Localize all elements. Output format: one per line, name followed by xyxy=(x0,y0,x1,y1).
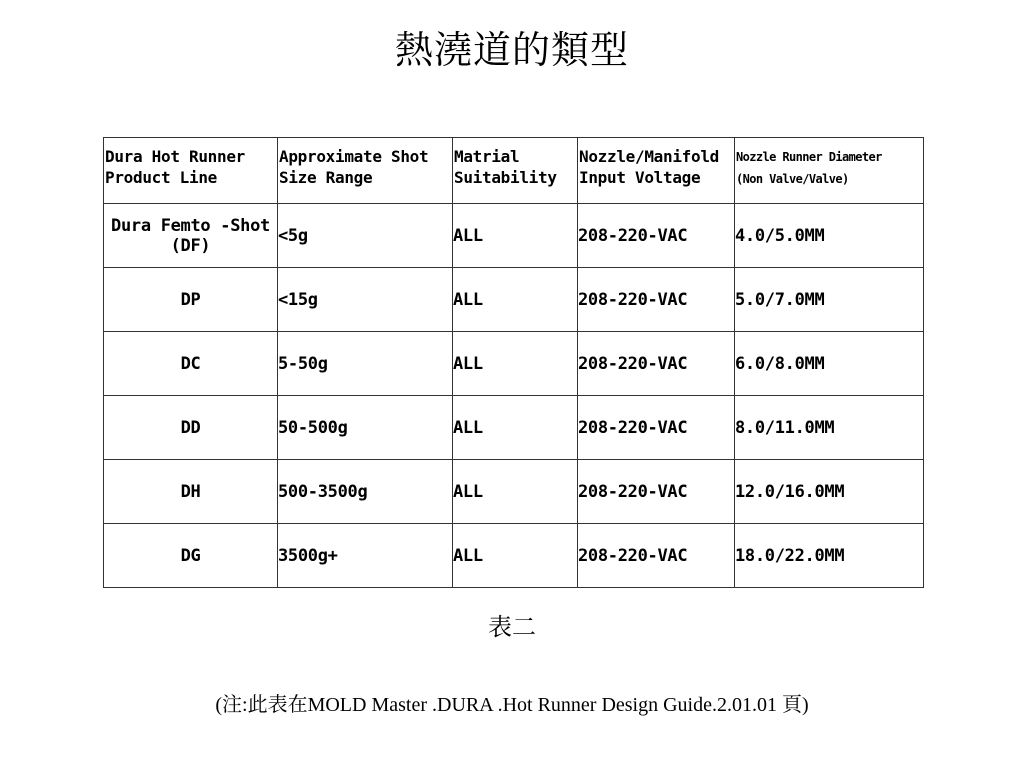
voltage-cell: 208-220-VAC xyxy=(578,396,735,460)
shot-size-cell: 3500g+ xyxy=(278,524,453,588)
diameter-cell: 8.0/11.0MM xyxy=(735,396,924,460)
product-line-cell: DP xyxy=(104,268,278,332)
table-caption: 表二 xyxy=(488,613,536,641)
header-label: Nozzle/Manifold Input Voltage xyxy=(579,147,719,187)
header-material xyxy=(453,138,578,204)
diameter-cell: 5.0/7.0MM xyxy=(735,268,924,332)
shot-size-cell: 50-500g xyxy=(278,396,453,460)
header-voltage xyxy=(578,138,735,204)
voltage-cell: 208-220-VAC xyxy=(578,268,735,332)
shot-size-cell: 500-3500g xyxy=(278,460,453,524)
header-label: Approximate Shot Size Range xyxy=(279,147,429,187)
product-line-cell xyxy=(104,204,278,268)
material-cell: ALL xyxy=(453,332,578,396)
slide-title: 熱澆道的類型 xyxy=(394,28,629,72)
table-row xyxy=(104,332,924,396)
shot-size-cell: <5g xyxy=(278,204,453,268)
voltage-cell: 208-220-VAC xyxy=(578,204,735,268)
header-label: Matrial Suitability xyxy=(454,147,557,187)
cell-text: Dura Femto -Shot (DF) xyxy=(111,215,270,256)
diameter-cell: 12.0/16.0MM xyxy=(735,460,924,524)
voltage-cell: 208-220-VAC xyxy=(578,460,735,524)
shot-size-cell: <15g xyxy=(278,268,453,332)
diameter-cell: 6.0/8.0MM xyxy=(735,332,924,396)
product-line-cell: DD xyxy=(104,396,278,460)
table-row xyxy=(104,268,924,332)
hot-runner-table xyxy=(103,137,924,588)
material-cell: ALL xyxy=(453,268,578,332)
header-label: Dura Hot Runner Product Line xyxy=(105,147,245,187)
table-row xyxy=(104,396,924,460)
header-diameter xyxy=(735,138,924,204)
header-shot-size xyxy=(278,138,453,204)
product-line-cell: DC xyxy=(104,332,278,396)
shot-size-cell: 5-50g xyxy=(278,332,453,396)
table-row xyxy=(104,524,924,588)
material-cell: ALL xyxy=(453,460,578,524)
product-line-cell: DG xyxy=(104,524,278,588)
source-note: (注:此表在MOLD Master .DURA .Hot Runner Design Guide.2.01.01 頁) xyxy=(215,694,809,716)
header-product-line xyxy=(104,138,278,204)
table-row xyxy=(104,204,924,268)
table-row xyxy=(104,460,924,524)
table-header-row xyxy=(104,138,924,204)
voltage-cell: 208-220-VAC xyxy=(578,524,735,588)
material-cell: ALL xyxy=(453,396,578,460)
diameter-cell: 18.0/22.0MM xyxy=(735,524,924,588)
voltage-cell: 208-220-VAC xyxy=(578,332,735,396)
diameter-cell: 4.0/5.0MM xyxy=(735,204,924,268)
material-cell: ALL xyxy=(453,204,578,268)
product-line-cell: DH xyxy=(104,460,278,524)
material-cell: ALL xyxy=(453,524,578,588)
header-label: Nozzle Runner Diameter (Non Valve/Valve) xyxy=(736,150,882,186)
